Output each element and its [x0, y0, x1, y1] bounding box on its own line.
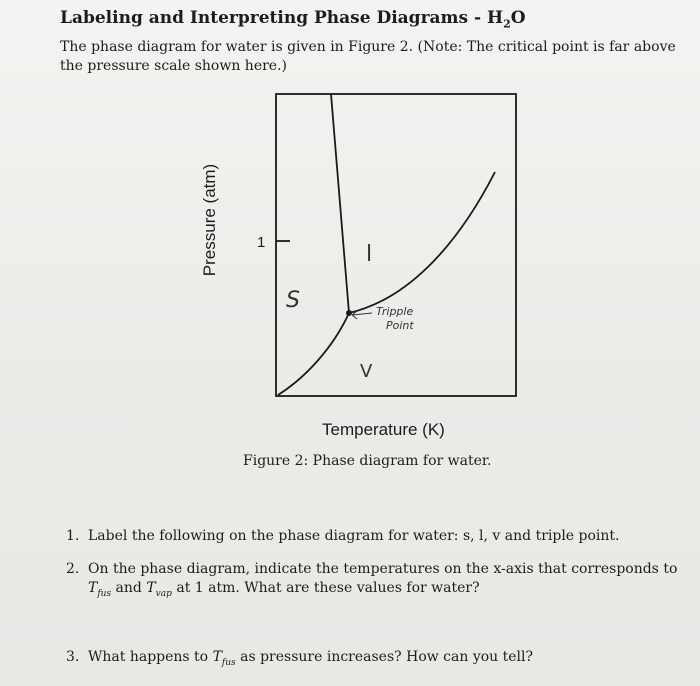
question-3: 3. What happens to $T_{fus}$ as pressure increases? How can you tell? — [66, 649, 534, 668]
intro-paragraph: The phase diagram for water is given in Figure 2. (Note: The critical point is far above the pressure scale shown here.) — [60, 39, 676, 74]
plot-frame — [276, 94, 516, 396]
figure-caption: Figure 2: Phase diagram for water. — [243, 453, 492, 469]
y-tick-label: 1 — [257, 234, 266, 251]
fusion-curve — [331, 94, 349, 313]
triple-point-marker — [346, 310, 352, 316]
handwritten-vapor-label: V — [360, 361, 373, 382]
sublimation-curve — [278, 313, 349, 395]
y-axis-label: Pressure (atm) — [200, 163, 219, 277]
question-1: 1. Label the following on the phase diagram for water: s, l, v and triple point. — [66, 528, 620, 544]
handwritten-triple-point-label: Tripple Point — [376, 305, 414, 332]
x-axis-label: Temperature (K) — [322, 420, 445, 439]
handwritten-solid-label: S — [286, 288, 300, 313]
page-title: Labeling and Interpreting Phase Diagrams - $H_2O$ — [60, 8, 526, 31]
handwritten-liquid-label: l — [366, 242, 373, 267]
triple-point-arrow — [352, 311, 372, 319]
question-2: 2. On the phase diagram, indicate the temperatures on the x-axis that corresponds to $T_{fus}$ and $T_{vap}$ at 1 atm. What are these values for water? — [66, 561, 678, 599]
